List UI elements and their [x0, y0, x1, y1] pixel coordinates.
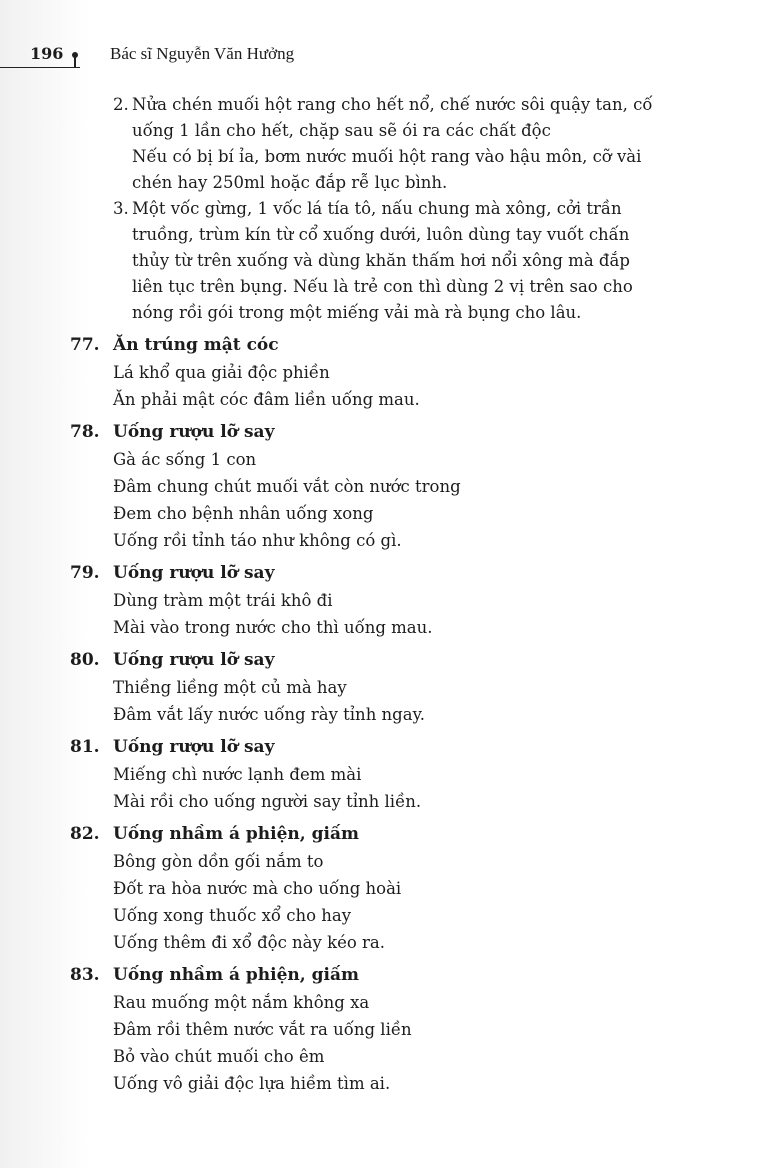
verse-line: Uống rồi tỉnh táo như không có gì.	[113, 531, 402, 550]
item-line: Nửa chén muối hột rang cho hết nổ, chế nước sôi quậy tan, cố	[132, 95, 653, 114]
item-line: chén hay 250ml hoặc đắp rễ lục bình.	[132, 173, 448, 192]
section-heading	[0, 332, 768, 359]
remedy-section-80	[0, 647, 768, 728]
section-title: Ăn trúng mật cóc	[113, 335, 279, 355]
item-line: truồng, trùm kín từ cổ xuống dưới, luôn dùng tay vuốt chấn	[132, 225, 630, 244]
header-ornament-dot	[72, 52, 78, 58]
verse	[0, 446, 768, 554]
verse-line: Gà ác sống 1 con	[113, 450, 257, 469]
section-number: 79.	[70, 563, 100, 583]
item-number: 3.	[113, 199, 129, 218]
numbered-item	[0, 196, 768, 326]
section-number: 83.	[70, 965, 100, 985]
page-header	[0, 38, 768, 68]
section-number: 77.	[70, 335, 100, 355]
verse-line: Bỏ vào chút muối cho êm	[113, 1047, 325, 1066]
section-title: Uống rượu lỡ say	[113, 737, 275, 757]
verse-line: Rau muống một nắm không xa	[113, 993, 370, 1012]
numbered-item	[0, 92, 768, 196]
item-line: nóng rồi gói trong một miếng vải mà rà bụng cho lâu.	[132, 303, 582, 322]
verse	[0, 989, 768, 1097]
remedy-section-81	[0, 734, 768, 815]
verse-line: Ăn phải mật cóc đâm liền uống mau.	[113, 390, 420, 409]
remedy-section-83	[0, 962, 768, 1097]
verse-line: Mài rồi cho uống người say tỉnh liền.	[113, 792, 422, 811]
item-line: thủy từ trên xuống và dùng khăn thấm hơi nổi xông mà đắp	[132, 251, 630, 270]
remedy-section-77	[0, 332, 768, 413]
remedy-section-78	[0, 419, 768, 554]
section-number: 82.	[70, 824, 100, 844]
verse-line: Thiềng liềng một củ mà hay	[113, 678, 347, 697]
section-title: Uống rượu lỡ say	[113, 563, 275, 583]
section-title: Uống rượu lỡ say	[113, 650, 275, 670]
item-line: liên tục trên bụng. Nếu là trẻ con thì dùng 2 vị trên sao cho	[132, 277, 633, 296]
running-title: Bác sĩ Nguyễn Văn Hưởng	[110, 44, 295, 63]
section-heading	[0, 647, 768, 674]
verse	[0, 587, 768, 641]
page-number: 196	[30, 44, 64, 63]
item-line: Nếu có bị bí ỉa, bơm nước muối hột rang vào hậu môn, cỡ vài	[132, 147, 642, 166]
section-heading	[0, 962, 768, 989]
verse-line: Dùng tràm một trái khô đi	[113, 591, 333, 610]
section-title: Uống nhầm á phiện, giấm	[113, 824, 359, 844]
verse-line: Uống xong thuốc xổ cho hay	[113, 906, 352, 925]
verse	[0, 761, 768, 815]
verse-line: Uống vô giải độc lựa hiềm tìm ai.	[113, 1074, 391, 1093]
section-number: 80.	[70, 650, 100, 670]
verse-line: Miếng chì nước lạnh đem mài	[113, 765, 362, 784]
verse	[0, 359, 768, 413]
verse-line: Mài vào trong nước cho thì uống mau.	[113, 618, 433, 637]
item-line: uống 1 lần cho hết, chặp sau sẽ ói ra các chất độc	[132, 121, 551, 140]
item-number: 2.	[113, 95, 129, 114]
verse	[0, 674, 768, 728]
section-number: 81.	[70, 737, 100, 757]
verse-line: Đem cho bệnh nhân uống xong	[113, 504, 374, 523]
section-heading	[0, 734, 768, 761]
section-title: Uống rượu lỡ say	[113, 422, 275, 442]
verse-line: Đâm vắt lấy nước uống rày tỉnh ngay.	[113, 705, 425, 724]
section-heading	[0, 419, 768, 446]
section-title: Uống nhầm á phiện, giấm	[113, 965, 359, 985]
remedy-section-79	[0, 560, 768, 641]
section-heading	[0, 821, 768, 848]
section-heading	[0, 560, 768, 587]
verse-line: Đâm rồi thêm nước vắt ra uống liền	[113, 1020, 412, 1039]
verse-line: Uống thêm đi xổ độc này kéo ra.	[113, 933, 386, 952]
verse-line: Bông gòn dồn gối nắm to	[113, 852, 324, 871]
section-number: 78.	[70, 422, 100, 442]
verse-line: Đâm chung chút muối vắt còn nước trong	[113, 477, 461, 496]
remedy-section-82	[0, 821, 768, 956]
verse-line: Lá khổ qua giải độc phiền	[113, 363, 330, 382]
verse	[0, 848, 768, 956]
header-rule	[0, 67, 80, 68]
page-content	[0, 92, 768, 1097]
verse-line: Đốt ra hòa nước mà cho uống hoài	[113, 879, 402, 898]
item-line: Một vốc gừng, 1 vốc lá tía tô, nấu chung mà xông, cởi trần	[132, 199, 622, 218]
